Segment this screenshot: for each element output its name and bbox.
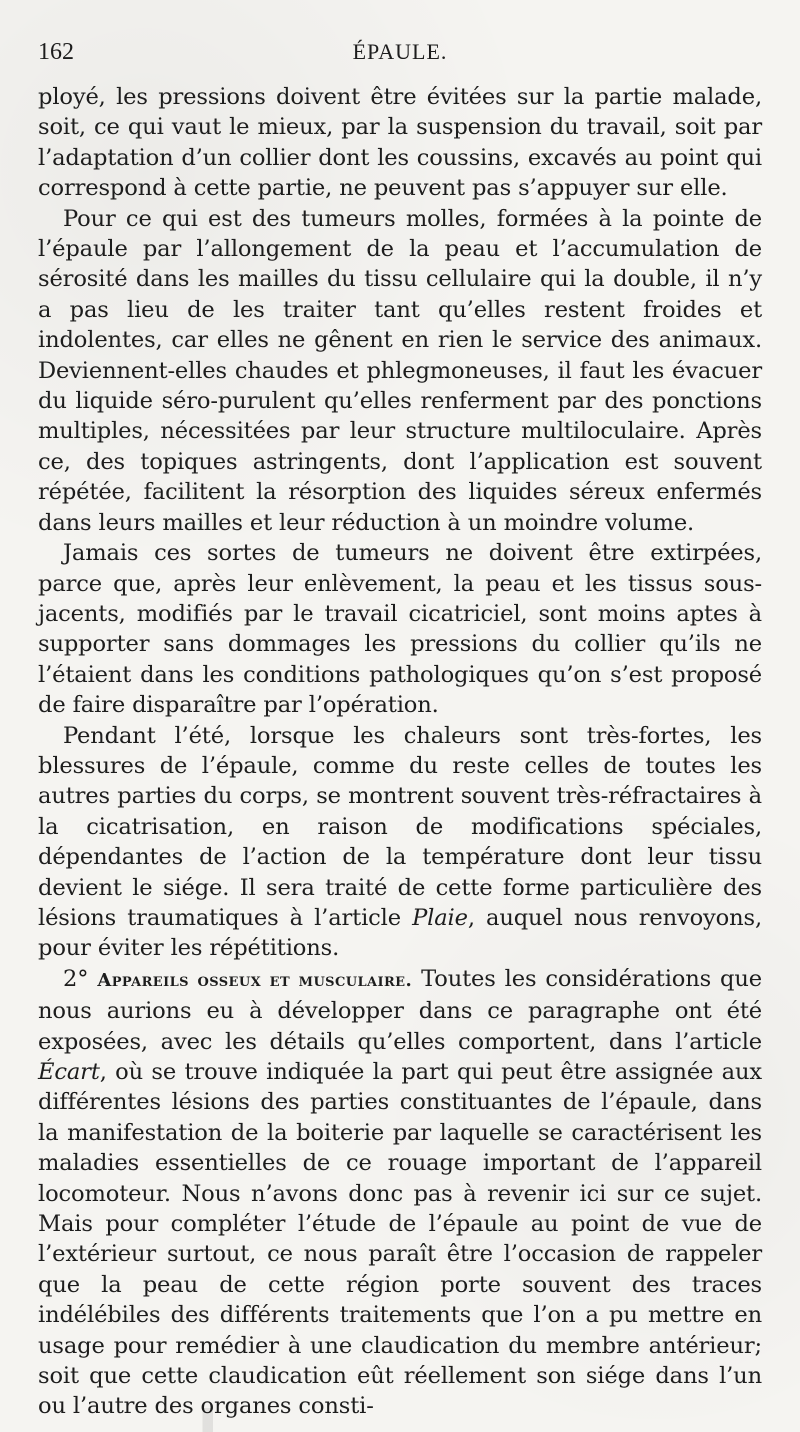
section-heading: Appareils osseux et musculaire. — [97, 969, 413, 991]
paragraph-5-text-before: Toutes les considérations que nous aurions eu à développer dans ce paragraphe ont été exposées, avec les détails qu’elles comportent, dans l’article — [38, 965, 762, 1055]
paragraph-5-text-after: , où se trouve indiquée la part qui peut être assignée aux différentes lésions des parties constituantes de l’épaule, dans la manifestation de la boiterie par laquelle se caractérisent les maladies essentielles de ce rouage important de l’appareil locomoteur. Nous n’avons donc pas à revenir ici sur ce sujet. Mais pour compléter l’étude de l’épaule au point de vue de l’extérieur surtout, ce nous paraît être l’occasion de rappeler que la peau de cette région porte souvent des traces indélébiles des différents traitements que l’on a pu mettre en usage pour remédier à une claudication du membre antérieur; soit que cette claudication eût réellement son siége dans l’un ou l’autre des organes consti- — [38, 1059, 762, 1420]
paragraph-4 — [38, 721, 762, 964]
plaie-reference: Plaie — [412, 904, 468, 931]
page-title: ÉPAULE. — [352, 39, 448, 64]
body-text — [38, 82, 762, 1422]
paragraph-3: Jamais ces sortes de tumeurs ne doivent être extirpées, parce que, après leur enlèvement, la peau et les tissus sous-jacents, modifiés par le travail cicatriciel, sont moins aptes à supporter sans dommages les pressions du collier qu’ils ne l’étaient dans les conditions pathologiques qu’on s’est proposé de faire disparaître par l’opération. — [38, 540, 762, 719]
running-head — [38, 36, 762, 68]
paragraph-1: ployé, les pressions doivent être évitées sur la partie malade, soit, ce qui vaut le mieux, par la suspension du travail, soit par l’adaptation d’un collier dont les coussins, excavés au point qui correspond à cette partie, ne peuvent pas s’appuyer sur elle. — [38, 84, 762, 202]
bleed-through-mark — [140, 1408, 660, 1432]
ecart-reference: Écart — [38, 1059, 100, 1085]
page-number: 162 — [38, 39, 74, 65]
paragraph-4-text-after: , auquel nous renvoyons, pour éviter les répétitions. — [38, 904, 762, 962]
paragraph-5 — [38, 964, 762, 1422]
paragraph-4-text-before: Pendant l’été, lorsque les chaleurs sont très-fortes, les blessures de l’épaule, comme du reste celles de toutes les autres parties du corps, se montrent souvent très-réfractaires à la cicatrisation, en raison de modifications spéciales, dépendantes de l’action de la température dont leur tissu devient le siége. Il sera traité de cette forme particulière des lésions traumatiques à l’article — [38, 722, 762, 931]
section-number: 2° — [63, 965, 89, 992]
paragraph-2: Pour ce qui est des tumeurs molles, formées à la pointe de l’épaule par l’allongement de la peau et l’accumulation de sérosité dans les mailles du tissu cellulaire qui la double, il n’y a pas lieu de les traiter tant qu’elles restent froides et indolentes, car elles ne gênent en rien le service des animaux. Deviennent-elles chaudes et phlegmoneuses, il faut les évacuer du liquide séro-purulent qu’elles renferment par des ponctions multiples, nécessitées par leur structure multiloculaire. Après ce, des topiques astringents, dont l’application est souvent répétée, facilitent la résorption des liquides séreux enfermés dans leurs mailles et leur réduction à un moindre volume. — [38, 205, 762, 536]
